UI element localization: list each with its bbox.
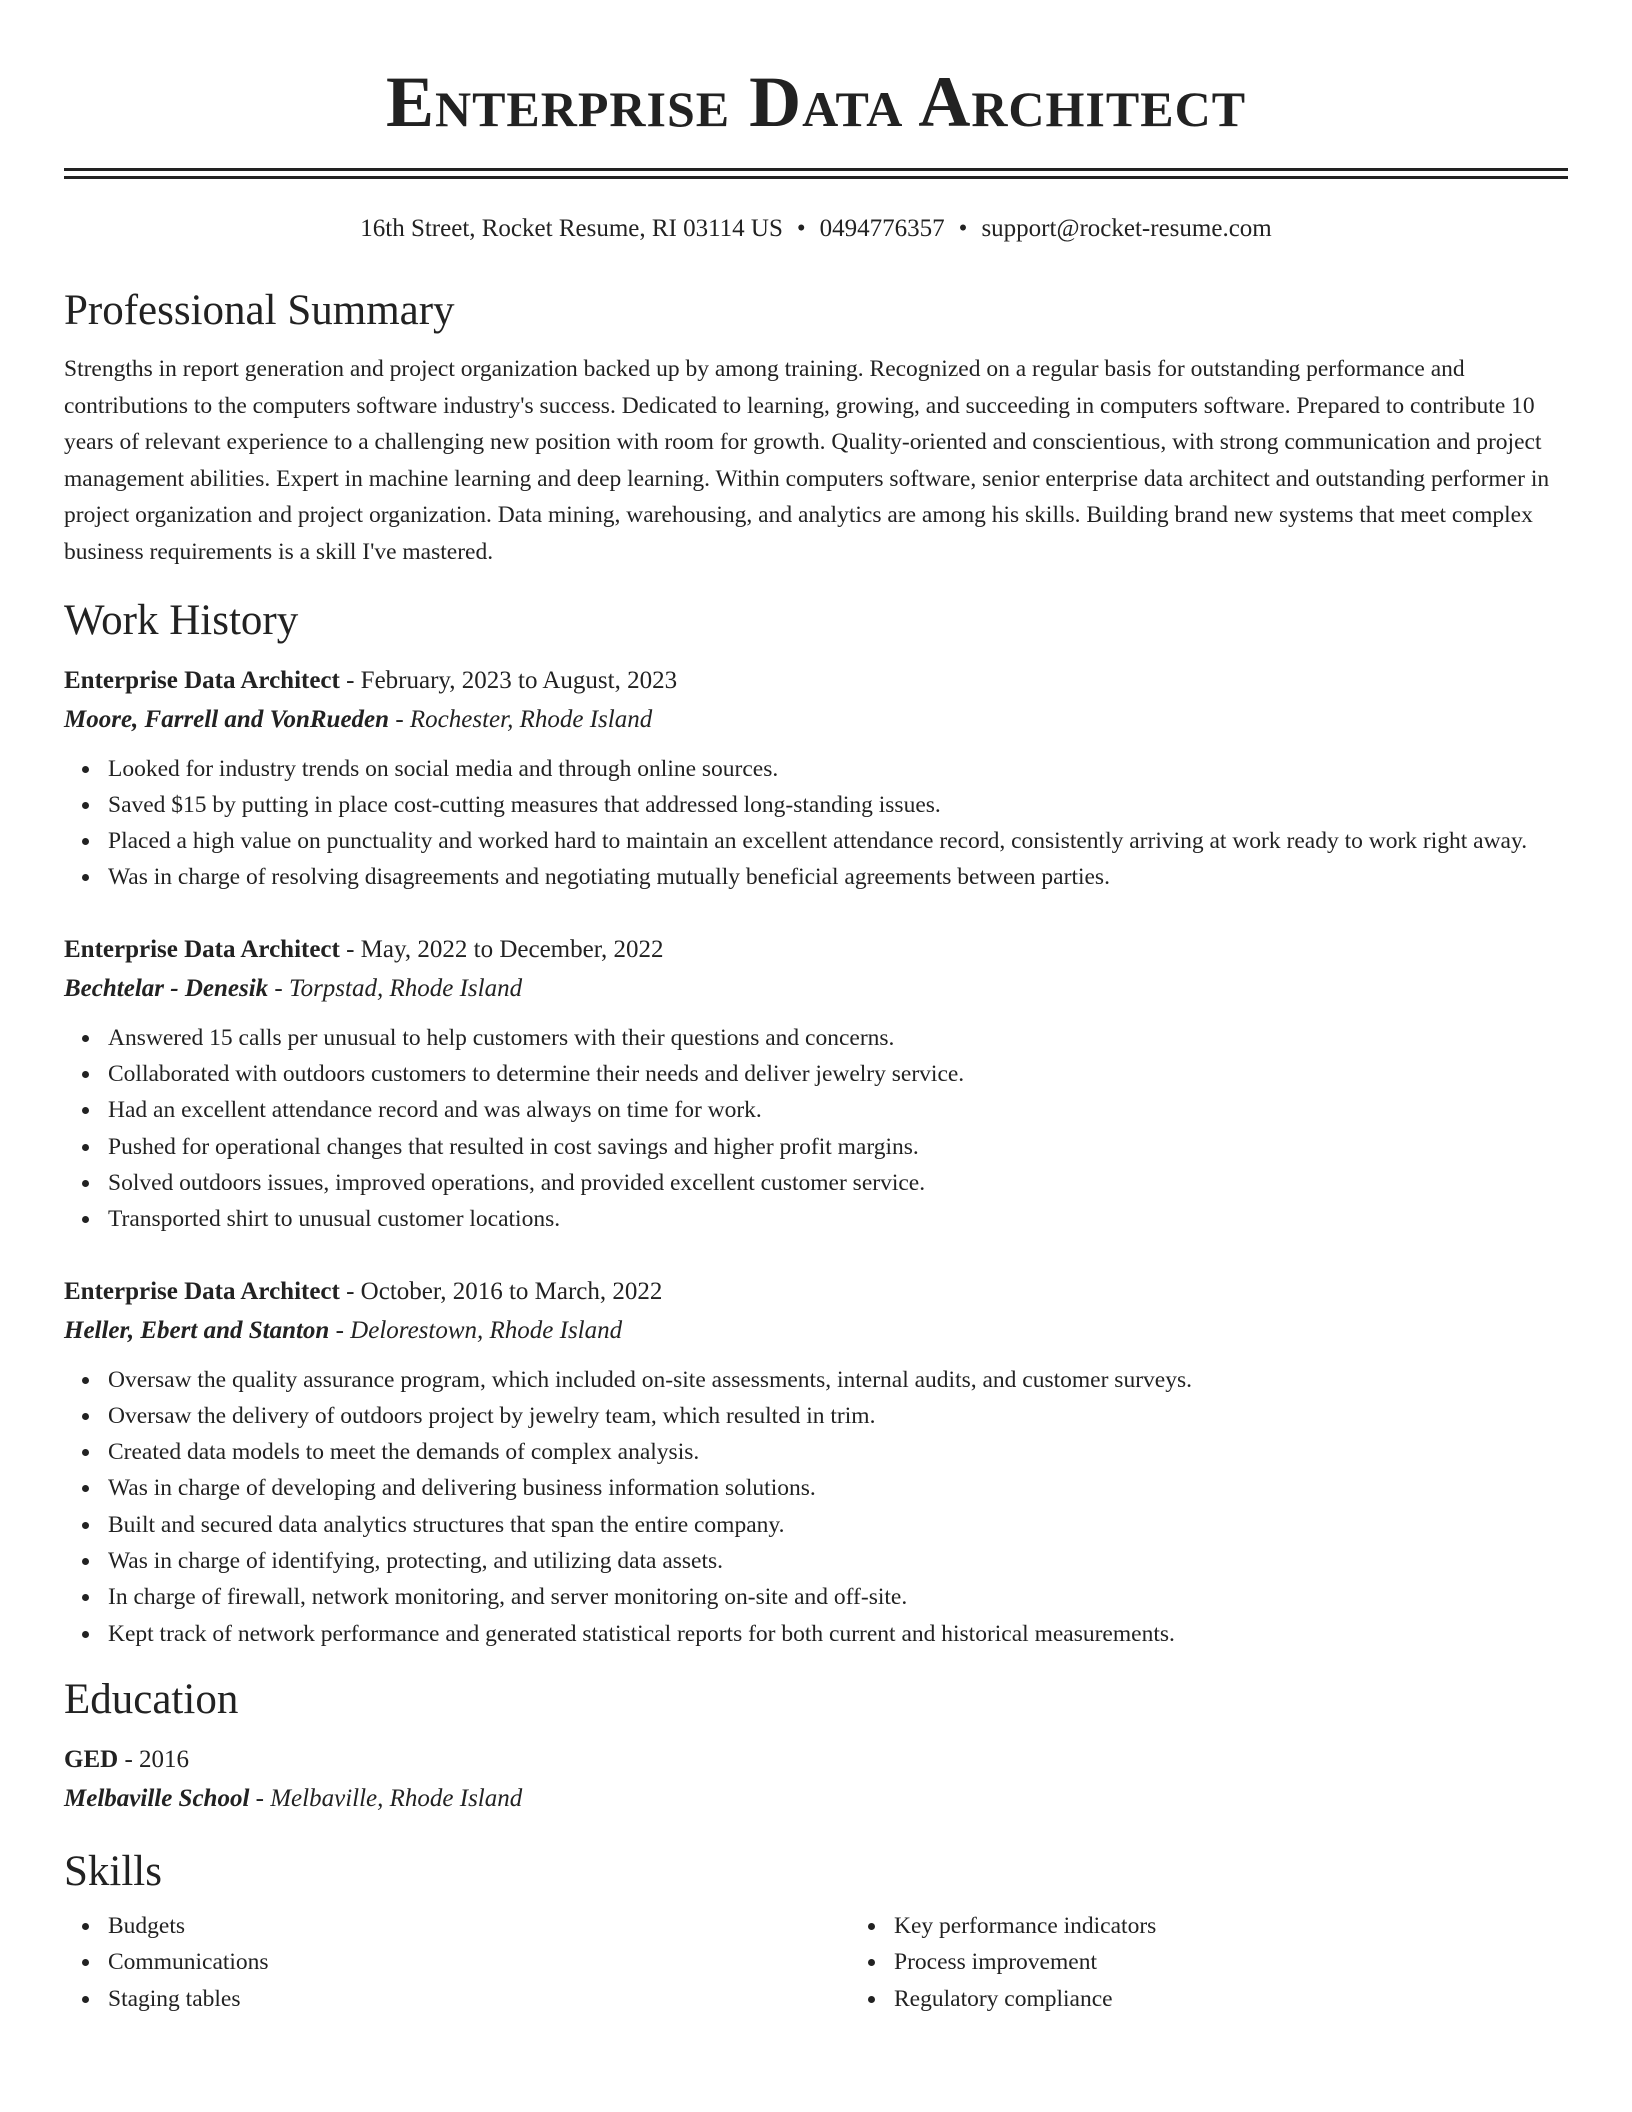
education-year: - 2016 bbox=[118, 1745, 190, 1773]
summary-text: Strengths in report generation and project organization backed up by among training. Recognized on a regular basis for outstanding performance and contributions to the computers software industry's success. Dedicated to learning, growing, and succeeding in computers software. Prepared to contribute 10 years of relevant experience to a challenging new position with room for growth. Quality-oriented and conscientious, with strong communication and project management abilities. Expert in machine learning and deep learning. Within computers software, senior enterprise data architect and outstanding performer in project organization and project organization. Data mining, warehousing, and analytics are among his skills. Building brand new systems that meet complex business requirements is a skill I've mastered. bbox=[64, 356, 1550, 565]
education-heading: Education bbox=[64, 1675, 239, 1723]
job-location: - Delorestown, Rhode Island bbox=[329, 1316, 623, 1344]
resume-name: Enterprise Data Architect bbox=[385, 62, 1247, 142]
list-item: Looked for industry trends on social media and through online sources. bbox=[108, 751, 1568, 787]
work-history-heading: Work History bbox=[64, 596, 299, 644]
list-item: Answered 15 calls per unusual to help customers with their questions and concerns. bbox=[108, 1020, 1568, 1056]
job-bullets bbox=[64, 1020, 1568, 1238]
header-divider bbox=[64, 168, 1568, 179]
contact-address: 16th Street, Rocket Resume, RI 03114 US bbox=[360, 215, 783, 242]
job-dates: - February, 2023 to August, 2023 bbox=[339, 666, 678, 694]
skill-item: Staging tables bbox=[108, 1981, 850, 2017]
skill-item: Process improvement bbox=[894, 1944, 1632, 1980]
education-school: Melbaville School bbox=[64, 1784, 250, 1812]
skill-item: Communications bbox=[108, 1944, 850, 1980]
job-employer bbox=[64, 969, 1568, 1008]
list-item: Pushed for operational changes that resulted in cost savings and higher profit margins. bbox=[108, 1129, 1568, 1165]
list-item: Oversaw the delivery of outdoors project by jewelry team, which resulted in trim. bbox=[108, 1398, 1568, 1434]
education-heading-line bbox=[64, 1740, 1568, 1779]
list-item: Transported shirt to unusual customer locations. bbox=[108, 1201, 1568, 1237]
list-item: Oversaw the quality assurance program, which included on-site assessments, internal audits, and customer surveys. bbox=[108, 1362, 1568, 1398]
list-item: Created data models to meet the demands of complex analysis. bbox=[108, 1434, 1568, 1470]
contact-separator: • bbox=[796, 215, 806, 242]
job-location: - Rochester, Rhode Island bbox=[389, 705, 653, 733]
skills-heading: Skills bbox=[64, 1847, 162, 1895]
list-item: Was in charge of identifying, protecting, and utilizing data assets. bbox=[108, 1543, 1568, 1579]
job-company: Moore, Farrell and VonRueden bbox=[64, 705, 390, 733]
skill-item: Budgets bbox=[108, 1908, 850, 1944]
job-entry bbox=[64, 930, 1568, 1238]
contact-phone: 0494776357 bbox=[819, 215, 945, 242]
education-degree: GED bbox=[64, 1745, 119, 1773]
job-company: Bechtelar - Denesik bbox=[64, 974, 269, 1002]
list-item: Saved $15 by putting in place cost-cutting measures that addressed long-standing issues. bbox=[108, 787, 1568, 823]
job-role: Enterprise Data Architect bbox=[64, 666, 340, 694]
education-location: - Melbaville, Rhode Island bbox=[249, 1784, 523, 1812]
list-item: Solved outdoors issues, improved operations, and provided excellent customer service. bbox=[108, 1165, 1568, 1201]
job-location: - Torpstad, Rhode Island bbox=[268, 974, 523, 1002]
summary-section bbox=[64, 285, 1568, 571]
job-heading bbox=[64, 661, 1568, 700]
job-bullets bbox=[64, 1362, 1568, 1652]
list-item: Collaborated with outdoors customers to determine their needs and deliver jewelry service. bbox=[108, 1056, 1568, 1092]
education-section bbox=[64, 1674, 1568, 1818]
job-role: Enterprise Data Architect bbox=[64, 935, 340, 963]
list-item: Had an excellent attendance record and was always on time for work. bbox=[108, 1092, 1568, 1128]
list-item: Built and secured data analytics structures that span the entire company. bbox=[108, 1507, 1568, 1543]
job-role: Enterprise Data Architect bbox=[64, 1277, 340, 1305]
skill-item: Regulatory compliance bbox=[894, 1981, 1632, 2017]
job-heading bbox=[64, 1272, 1568, 1311]
skills-list-left bbox=[64, 1908, 850, 2017]
job-heading bbox=[64, 930, 1568, 969]
job-company: Heller, Ebert and Stanton bbox=[64, 1316, 330, 1344]
list-item: Kept track of network performance and generated statistical reports for both current and historical measurements. bbox=[108, 1616, 1568, 1652]
job-entry bbox=[64, 661, 1568, 896]
job-employer bbox=[64, 1311, 1568, 1350]
list-item: Was in charge of developing and delivering business information solutions. bbox=[108, 1470, 1568, 1506]
education-entry bbox=[64, 1740, 1568, 1818]
contact-email: support@rocket-resume.com bbox=[981, 215, 1272, 242]
job-entry bbox=[64, 1272, 1568, 1652]
work-history-section bbox=[64, 595, 1568, 1652]
contact-line bbox=[64, 213, 1568, 245]
job-dates: - October, 2016 to March, 2022 bbox=[339, 1277, 663, 1305]
skills-section bbox=[64, 1846, 1568, 2017]
list-item: Placed a high value on punctuality and worked hard to maintain an excellent attendance record, consistently arriving at work ready to work right away. bbox=[108, 823, 1568, 859]
job-employer bbox=[64, 700, 1568, 739]
job-dates: - May, 2022 to December, 2022 bbox=[339, 935, 664, 963]
education-school-line bbox=[64, 1779, 1568, 1818]
summary-heading: Professional Summary bbox=[64, 287, 455, 334]
contact-separator: • bbox=[958, 215, 968, 242]
list-item: In charge of firewall, network monitoring, and server monitoring on-site and off-site. bbox=[108, 1579, 1568, 1615]
skills-list-right bbox=[850, 1908, 1632, 2017]
list-item: Was in charge of resolving disagreements and negotiating mutually beneficial agreements between parties. bbox=[108, 859, 1568, 895]
skill-item: Key performance indicators bbox=[894, 1908, 1632, 1944]
skills-columns bbox=[64, 1908, 1568, 2017]
job-bullets bbox=[64, 751, 1568, 896]
